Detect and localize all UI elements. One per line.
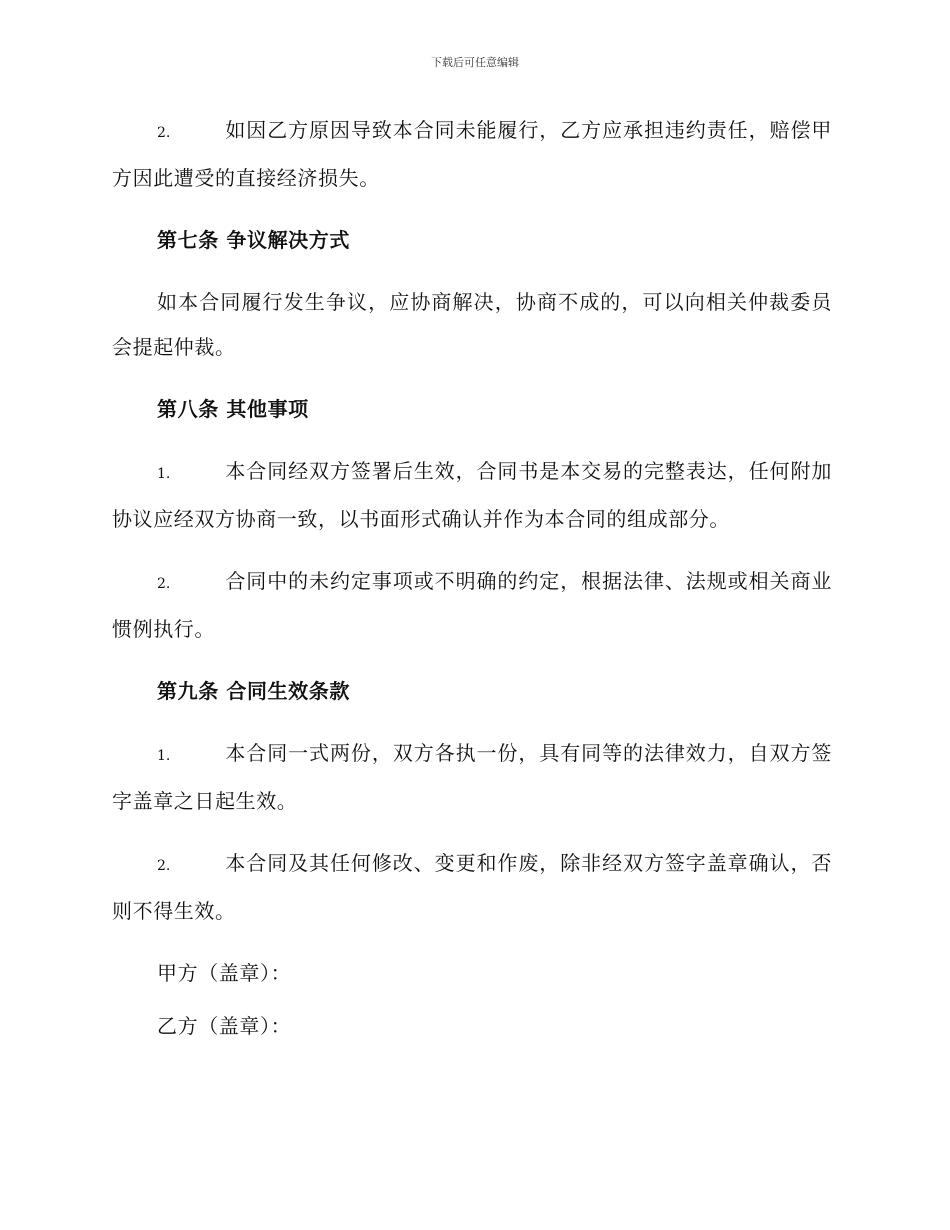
section-heading-article-9: 第九条 合同生效条款 <box>157 679 350 703</box>
clause-8-item-2 <box>112 559 832 652</box>
item-number: 2. <box>157 858 171 874</box>
section-heading-article-8: 第八条 其他事项 <box>157 397 309 421</box>
item-text: 本合同一式两份，双方各执一份，具有同等的法律效力，自双方签字盖章之日起生效。 <box>112 741 832 813</box>
item-number: 1. <box>157 748 171 764</box>
contract-body <box>112 108 832 1057</box>
item-text: 如因乙方原因导致本合同未能履行，乙方应承担违约责任，赔偿甲方因此遭受的直接经济损失。 <box>112 118 832 190</box>
item-text: 本合同经双方签署后生效，合同书是本交易的完整表达，任何附加协议应经双方协商一致，以书面形式确认并作为本合同的组成部分。 <box>112 459 832 531</box>
section-heading-article-7: 第七条 争议解决方式 <box>157 228 350 252</box>
item-number: 2. <box>157 125 171 141</box>
clause-8-item-1 <box>112 449 832 542</box>
item-number: 1. <box>157 466 171 482</box>
item-text: 合同中的未约定事项或不明确的约定，根据法律、法规或相关商业惯例执行。 <box>112 569 832 641</box>
clause-9-item-2 <box>112 841 832 934</box>
item-number: 2. <box>157 576 171 592</box>
clause-9-item-1 <box>112 731 832 824</box>
page-header-note: 下载后可任意编辑 <box>431 56 519 69</box>
item-text: 本合同及其任何修改、变更和作废，除非经双方签字盖章确认，否则不得生效。 <box>112 851 832 923</box>
party-a-signature-line: 甲方（盖章）： <box>157 961 292 985</box>
party-b-signature-line: 乙方（盖章）： <box>157 1014 292 1038</box>
clause-7-text: 如本合同履行发生争议，应协商解决，协商不成的，可以向相关仲裁委员会提起仲裁。 <box>112 290 832 359</box>
clause-6-item-2 <box>112 108 832 201</box>
